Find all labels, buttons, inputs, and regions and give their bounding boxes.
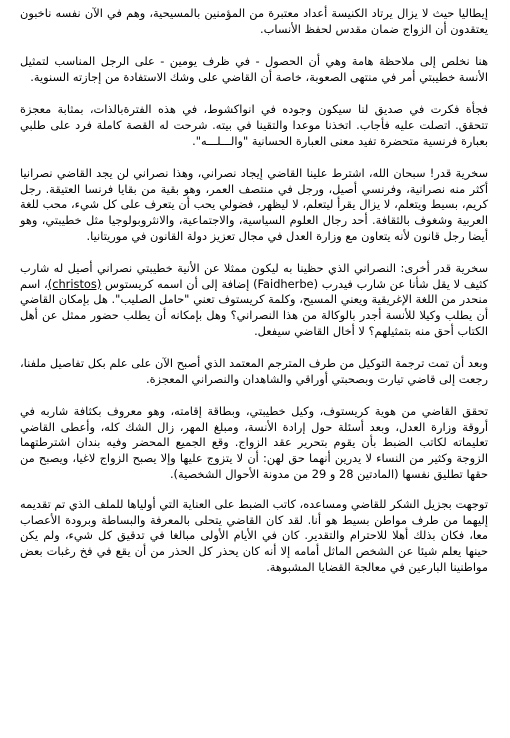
paragraph-2: هنا نخلص إلى ملاحظة هامة وهي أن الحصول - في ظرف يومين - على الرجل المناسب لتمثيل الأنسة خطيبتي أمر في منتهى الصعوبة، خاصة أن القاضي على وشك الاستفادة من إجازته السنوية. [20, 54, 488, 84]
paragraph-6: وبعد أن تمت ترجمة التوكيل من طرف المترجم المعتمد الذي أصبح الآن على علم بكل تفاصيل ملفنا، رجعت إلى قاضي تيارت وبصحبتي أوراقي والشاهدان والنصراني المعجزة. [20, 356, 488, 386]
paragraph-4: سخرية قدر! سبحان الله، اشترط علينا القاضي إيجاد نصراني، وهذا نصراني لن يجد القاضي نصرانيا أكثر منه نصرانية، وفرنسي أصيل، ورجل في منتصف العمر، وهو بقية من بقايا فرنسا العتيقة. رجل كريم، بسيط ويتعلم، لا يزال يقرأ ليتعلم، لا ليظهر، فضولي يحب أن يتعرف على كل شيء، محب للغة العربية وشغوف بالثقافة. أحد رجال العلوم السياسية، والاجتماعية، والانثروبولوجيا مثل خطيبتي، وهو أيضا رجل قانون لأنه يتعاون مع وزارة العدل في مجال تعزيز دولة القانون في موريتانيا. [20, 166, 488, 243]
paragraph-5-part-2: إضافة إلى أن اسمه كريستوس [101, 276, 254, 291]
paragraph-5 [20, 261, 488, 339]
paragraph-5-part-1: سخرية قدر أخرى: النصراني الذي حظينا به ليكون ممثلا عن الأنية خطيبتي نصراني أصيل له شارب كثيف لا يقل شأنا عن شارب فيدرب [20, 261, 488, 291]
paragraph-5-part-3: ، اسم منحدر من اللغة الإغريقية ويعني المسيح، وكلمة كريستوف تعني "حامل الصليب". هل بإمكان القاضي أن يطلب وكيلا للأنسة أجدر بالوكالة من هذا النصراني؟ وهل بإمكانه أن يطلب حضور ممثل عن أهل الكتاب أحق منه بتمثيلهم؟ لا أخال القاضي سيفعل. [20, 276, 488, 338]
paragraph-8: توجهت بجزيل الشكر للقاضي ومساعده، كاتب الضبط على العناية التي أولياها للملف الذي تم تقديمه إليهما من طرف مواطن بسيط هو أنا. لقد كان القاضي يتحلى بالمعرفة والبساطة وبرودة الأعصاب معا، فكان بذلك أهلا للاحترام والتقدير. كان في الأيام الأولى مبالغا في تدقيق كل شيء، ولم يكن حينها يعلم شيئا عن الشخص الماثل أمامه إلا أنه كان يحذر كل الحذر من أن يقع في فخ رغبات بعض مواطنينا البارعين في معالجة القضايا المشبوهة. [20, 497, 488, 574]
christos-link[interactable]: (christos) [47, 276, 102, 291]
paragraph-3: فجأة فكرت في صديق لنا سيكون وجوده في انواكشوط، في هذه الفترةبالذات، بمثابة معجزة تتحقق. اتصلت عليه فأجاب. اتخذنا موعدا والتقينا في بيته. شرحت له القصة كاملة فرد على طلبي بعبارة فرنسية متحضرة تفيد معنى العبارة الحسانية "والـــلـــه". [20, 102, 488, 148]
paragraph-7: تحقق القاضي من هوية كريستوف، وكيل خطيبتي، وبطاقة إقامته، وهو معروف بكثافة شاربه في أروقة وزارة العدل، وبعد أسئلة حول إرادة الأنسة، ومبلغ المهر، زال الشك كله، وأعطى القاضي تعليماته لكاتب الضبط بأن يقوم بتحرير عقد الزواج. وقع الجميع المحضر وفيه بندان اشترطتهما الزوجة وكثير من النساء لا يدرين أنهما حق لهن: أن لا يتزوج عليها وإلا يصبح الزواج لاغيا، ويصبح من حقها تطليق نفسها (المادتين 28 و 29 من مدونة الأحوال الشخصية). [20, 404, 488, 481]
faidherbe-term: (Faidherbe) [253, 276, 319, 291]
paragraph-1: إيطاليا حيث لا يزال يرتاد الكنيسة أعداد معتبرة من المؤمنين بالمسيحية، وهم في الآن نفسه ناخبون يعتقدون أن الزواج ضمان مقدس لحفظ الأنساب. [20, 6, 488, 36]
